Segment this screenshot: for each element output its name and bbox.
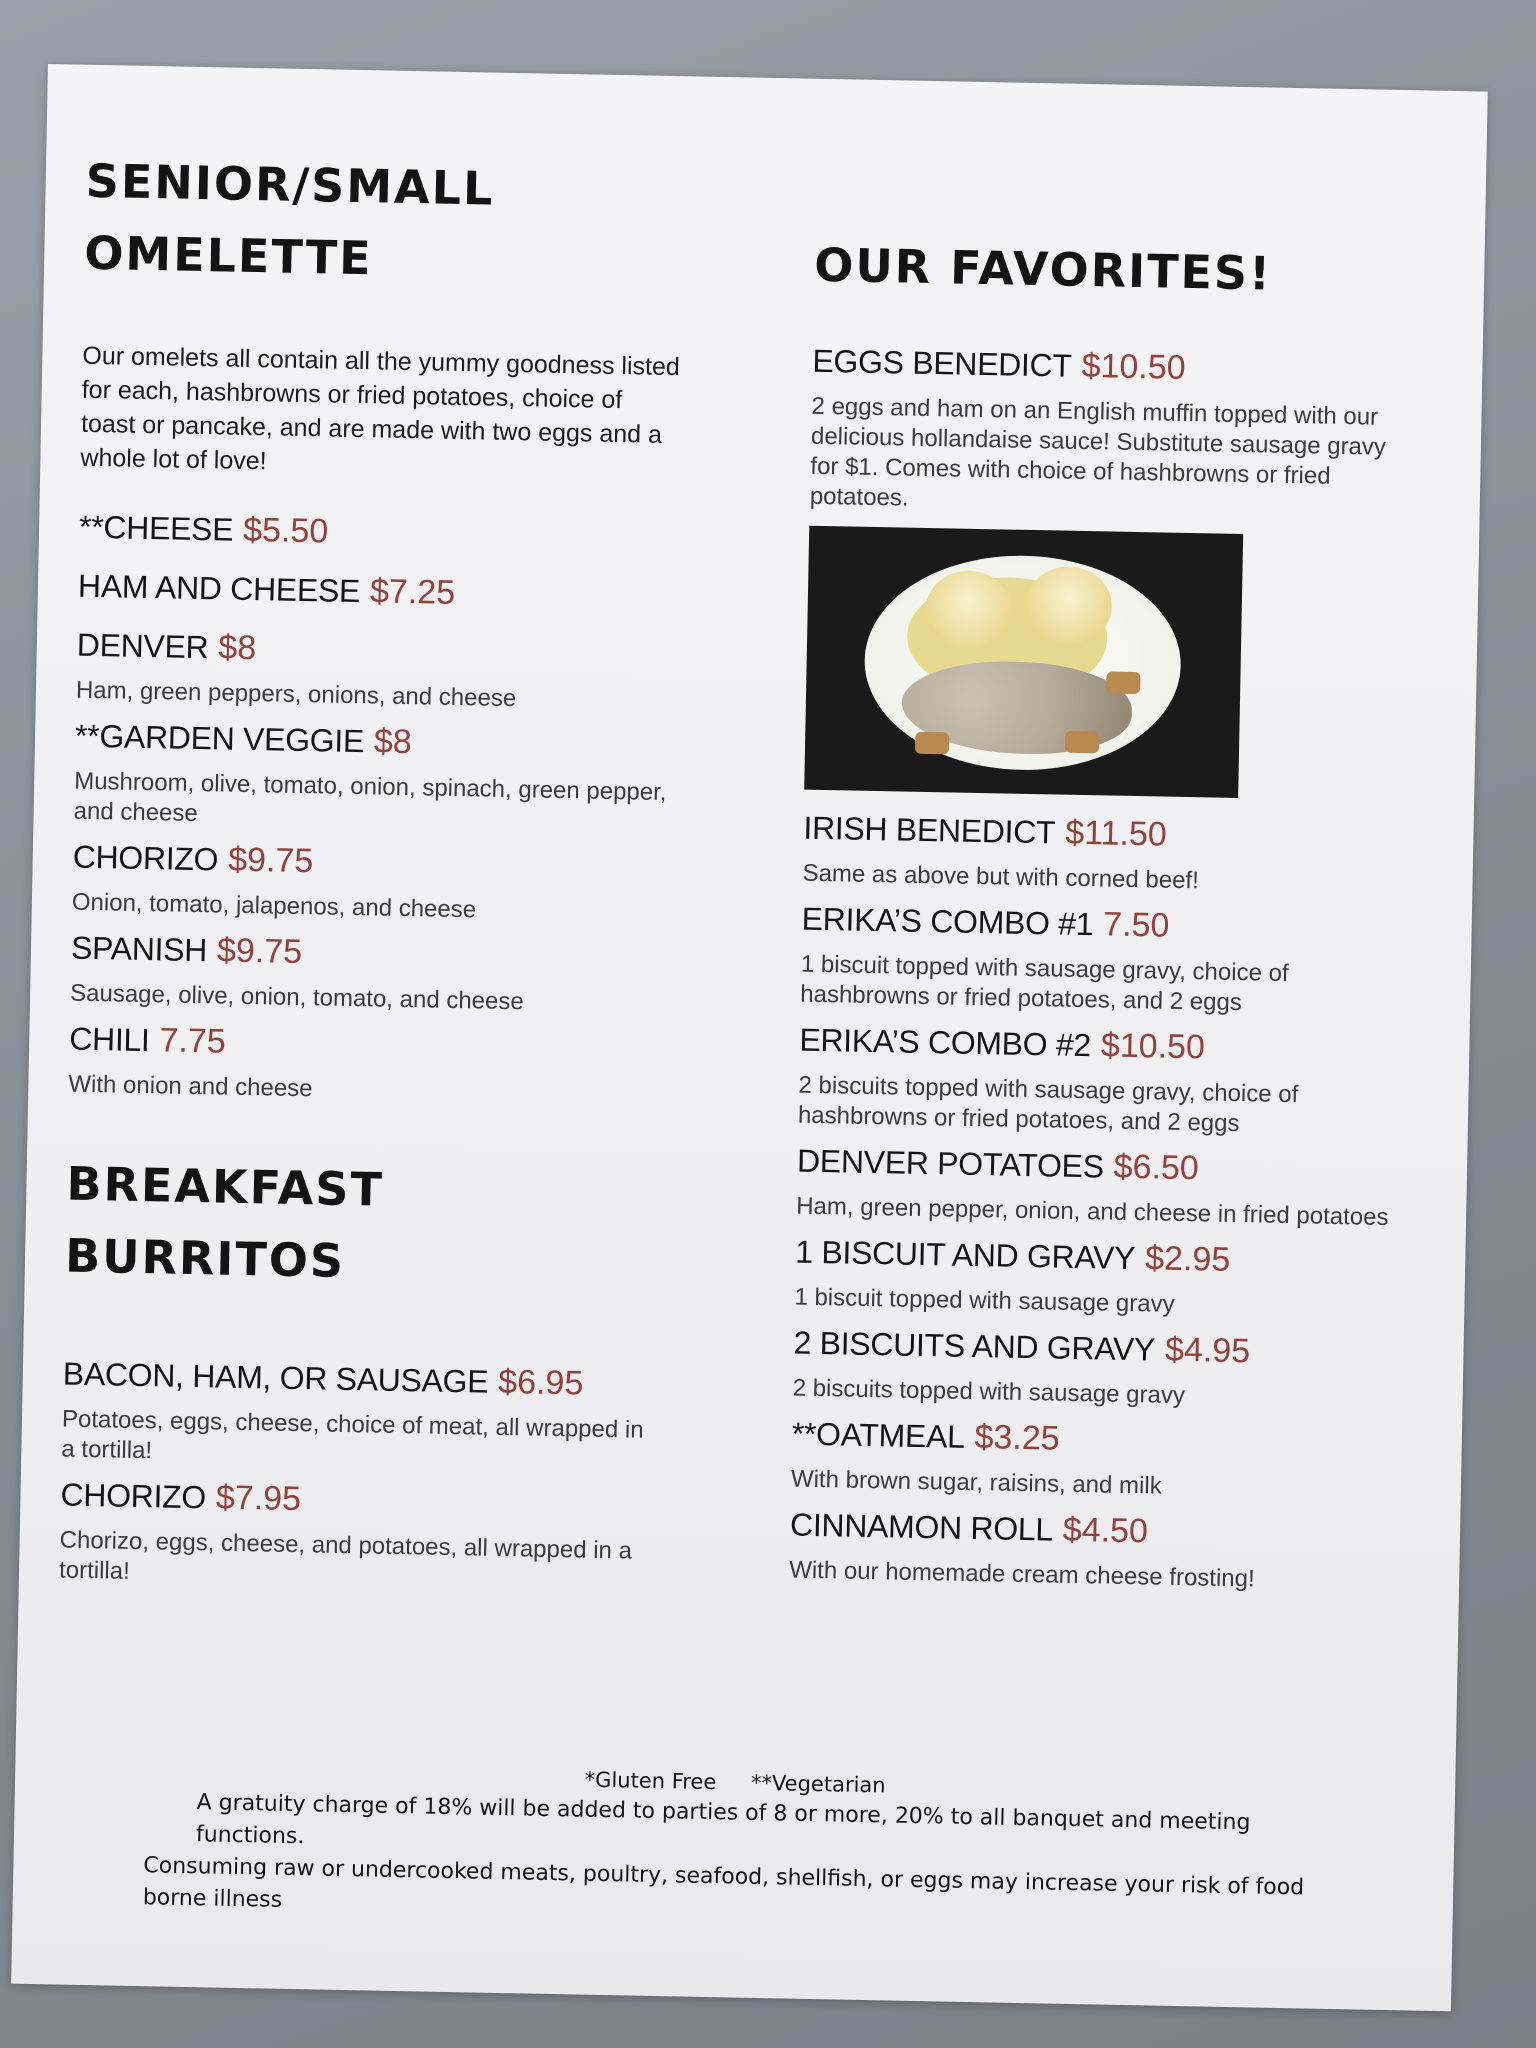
potato-shape [915, 732, 949, 755]
menu-item [59, 1473, 681, 1598]
item-description: With brown sugar, raisins, and milk [790, 1465, 1162, 1500]
menu-item [73, 714, 695, 839]
favorites-list [789, 806, 1424, 1598]
item-description: 1 biscuit topped with sausage gravy, choice of hashbrowns or fried potatoes, and 2 eggs [800, 950, 1289, 1017]
item-description: Same as above but with corned beef! [802, 859, 1200, 895]
favorites-section-title: OUR FAVORITES! [813, 237, 1273, 301]
item-price: $10.50 [1081, 346, 1187, 387]
item-description: Chorizo, eggs, cheese, and potatoes, all wrapped in a tortilla! [58, 1526, 633, 1585]
item-price: $10.50 [1100, 1026, 1206, 1067]
omelette-intro: Our omelets all contain all the yummy goodness listed for each, hashbrowns or fried potatoes, choice of toast or pancake, and are made with two eggs and a whole lot of love! [80, 341, 681, 476]
item-description: Ham, green pepper, onion, and cheese in fried potatoes [795, 1192, 1389, 1231]
burritos-list [59, 1352, 683, 1598]
item-description: 2 biscuits topped with sausage gravy [792, 1374, 1186, 1410]
menu-item [791, 1412, 1412, 1507]
item-description: Ham, green peppers, onions, and cheese [75, 676, 517, 713]
item-name: **GARDEN VEGGIE [74, 717, 365, 760]
item-name: ERIKA’S COMBO #1 [801, 900, 1094, 943]
item-price: $9.75 [216, 931, 303, 972]
menu-item [68, 1017, 689, 1112]
menu-footer [13, 1754, 1456, 1940]
item-description: Potatoes, eggs, cheese, choice of meat, all wrapped in a tortilla! [61, 1405, 644, 1465]
item-name: EGGS BENEDICT [812, 342, 1073, 384]
item-price: $6.50 [1113, 1147, 1200, 1188]
gratuity-notice: A gratuity charge of 18% will be added to parties of 8 or more, 20% to all banquet and meeting functions. [195, 1790, 1251, 1850]
item-name: 2 BISCUITS AND GRAVY [793, 1324, 1156, 1368]
omelette-section-title: SENIOR/SMALL OMELETTE [83, 153, 495, 286]
food-safety-warning: Consuming raw or undercooked meats, poultry, seafood, shellfish, or eggs may increase your risk of food borne illness [142, 1853, 1305, 1913]
menu-item [792, 1321, 1413, 1416]
item-name: SPANISH [70, 929, 208, 969]
item-price: $9.75 [227, 840, 314, 881]
item-name: CINNAMON ROLL [789, 1506, 1054, 1548]
item-name: CHILI [68, 1020, 150, 1059]
burritos-section-title: BREAKFAST BURRITOS [64, 1156, 385, 1288]
menu-item [794, 1230, 1415, 1325]
policy-notice [142, 1786, 1314, 1936]
menu-item [789, 1503, 1410, 1598]
item-name: IRISH BENEDICT [803, 809, 1056, 851]
menu-item [76, 623, 697, 718]
item-description: With our homemade cream cheese frosting! [788, 1556, 1255, 1593]
item-price: $4.95 [1164, 1330, 1251, 1371]
item-price: $5.50 [242, 510, 329, 551]
left-column [59, 145, 707, 1606]
menu-item [79, 505, 700, 568]
right-column [789, 229, 1435, 1606]
item-name: HAM AND CHEESE [77, 567, 361, 610]
potato-shape [1106, 671, 1140, 694]
menu-item [72, 835, 693, 930]
item-price: 7.75 [159, 1021, 227, 1061]
item-price: $11.50 [1064, 813, 1168, 854]
item-name: CHORIZO [60, 1476, 207, 1516]
item-price: $2.95 [1144, 1239, 1231, 1279]
menu-item [796, 1139, 1417, 1234]
item-name: **OATMEAL [791, 1415, 965, 1455]
item-description: 2 eggs and ham on an English muffin topped with our delicious hollandaise sauce! Substitute sausage gravy for $1. Comes with choice of hashbrowns or fried potatoes. [809, 392, 1387, 512]
menu-sheet [11, 64, 1488, 2011]
item-name: DENVER POTATOES [796, 1142, 1105, 1185]
item-price: $7.25 [369, 572, 456, 612]
vegetarian-legend: **Vegetarian [750, 1770, 886, 1798]
item-name: **CHEESE [78, 508, 234, 548]
item-name: CHORIZO [72, 838, 219, 878]
item-price: $6.95 [497, 1362, 584, 1403]
gluten-free-legend: *Gluten Free [584, 1767, 717, 1795]
eggs-benedict-photo [804, 526, 1243, 798]
menu-item [61, 1352, 683, 1477]
item-price: $8 [218, 628, 257, 668]
menu-item [800, 897, 1422, 1022]
menu-item [802, 806, 1423, 901]
potato-shape [1065, 731, 1099, 754]
item-name: ERIKA’S COMBO #2 [799, 1021, 1092, 1064]
item-description: 2 biscuits topped with sausage gravy, choice of hashbrowns or fried potatoes, and 2 eggs [797, 1071, 1299, 1138]
item-name: DENVER [76, 626, 209, 666]
item-price: 7.50 [1102, 905, 1170, 945]
menu-item [77, 564, 698, 627]
item-description: 1 biscuit topped with sausage gravy [794, 1283, 1175, 1318]
item-description: Mushroom, olive, tomato, onion, spinach, green pepper, and cheese [73, 767, 667, 828]
item-description: Sausage, olive, onion, tomato, and cheese [69, 979, 524, 1016]
menu-item-featured [810, 339, 1433, 524]
item-price: $4.50 [1062, 1510, 1149, 1551]
menu-item [798, 1018, 1420, 1143]
menu-item [70, 926, 691, 1021]
item-price: $7.95 [215, 1478, 302, 1519]
item-name: 1 BISCUIT AND GRAVY [794, 1233, 1136, 1277]
omelette-list [68, 505, 699, 1112]
item-description: Onion, tomato, jalapenos, and cheese [71, 888, 477, 924]
item-description: With onion and cheese [68, 1070, 313, 1103]
item-price: $8 [373, 722, 413, 762]
item-name: BACON, HAM, OR SAUSAGE [62, 1355, 489, 1400]
item-price: $3.25 [974, 1418, 1061, 1458]
